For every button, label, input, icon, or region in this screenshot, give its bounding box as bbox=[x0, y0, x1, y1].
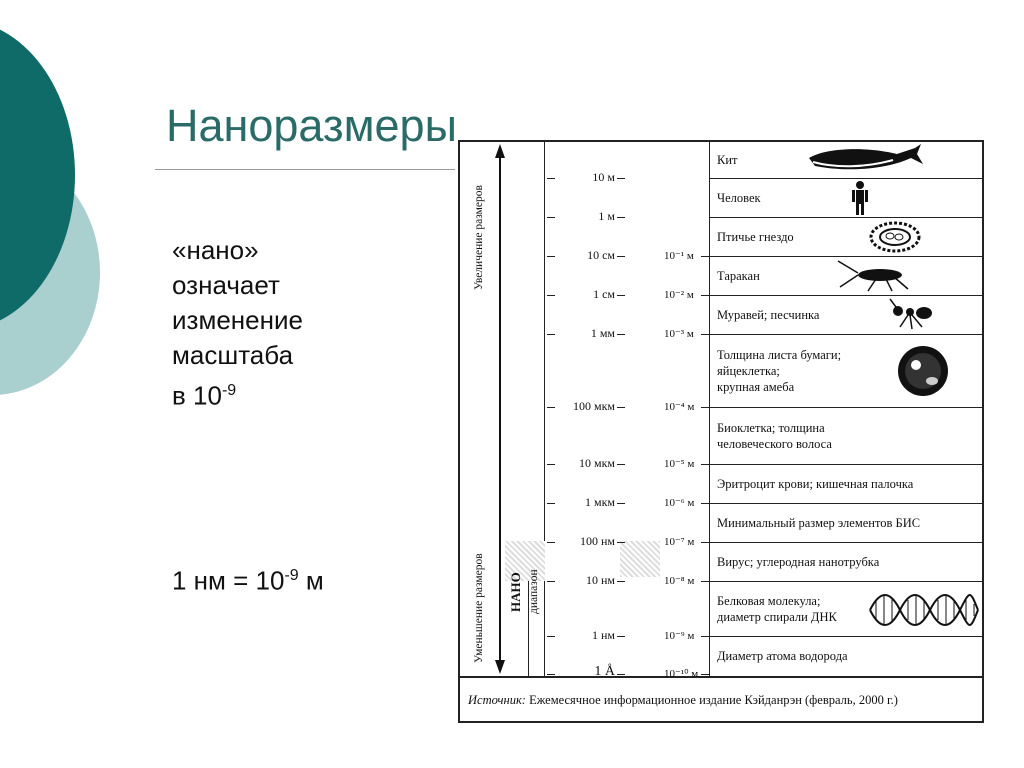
nano-line-3: изменение bbox=[172, 305, 303, 335]
scale-tick-mid bbox=[617, 542, 625, 543]
nano-range-sublabel: диапазон bbox=[528, 569, 540, 614]
source-label: Источник: bbox=[468, 693, 526, 707]
scale-tick-mid bbox=[617, 256, 625, 257]
cockroach-icon bbox=[836, 257, 916, 293]
table-row-label: Толщина листа бумаги; яйцеклетка; крупная амеба bbox=[717, 348, 842, 394]
table-left-edge bbox=[709, 142, 710, 677]
scale-tick-right bbox=[701, 407, 709, 408]
nano-line-2: означает bbox=[172, 270, 280, 300]
down-arrow-label: Уменьшение размеров bbox=[473, 553, 485, 663]
scale-tick-right bbox=[701, 581, 709, 582]
source-text: Ежемесячное информационное издание Кэйданрэн (февраль, 2000 г.) bbox=[525, 693, 898, 707]
table-row-label: Птичье гнездо bbox=[717, 230, 794, 244]
scale-label-metric: 1 мкм bbox=[584, 495, 615, 509]
table-row-divider bbox=[709, 581, 983, 582]
scale-tick-right bbox=[701, 674, 709, 675]
scale-tick-right bbox=[701, 334, 709, 335]
human-icon bbox=[850, 180, 870, 216]
scale-tick-mid bbox=[617, 674, 625, 675]
scale-label-metric: 10 м bbox=[592, 170, 615, 184]
scale-label-power: 10⁻¹ м bbox=[664, 250, 694, 262]
table-row-label: Муравей; песчинка bbox=[717, 308, 820, 322]
scale-tick-mid bbox=[617, 334, 625, 335]
scale-tick-right bbox=[701, 636, 709, 637]
scale-tick-mid bbox=[617, 407, 625, 408]
power-prefix: в 10 bbox=[172, 380, 222, 411]
table-row-divider bbox=[709, 178, 983, 179]
table-row-divider bbox=[709, 407, 983, 408]
scale-label-power: 10⁻¹⁰ м bbox=[664, 668, 699, 680]
formula-line bbox=[172, 558, 324, 599]
scale-tick-mid bbox=[617, 503, 625, 504]
nano-shading-middle bbox=[620, 541, 660, 577]
scale-tick-right bbox=[701, 464, 709, 465]
dna-icon bbox=[866, 586, 980, 634]
nano-range-label: НАНО bbox=[508, 572, 523, 612]
scale-tick-right bbox=[701, 503, 709, 504]
scale-label-metric: 1 нм bbox=[591, 628, 615, 642]
table-row-label: Белковая молекула; диаметр спирали ДНК bbox=[717, 594, 837, 624]
table-row-divider bbox=[709, 503, 983, 504]
nest-icon bbox=[868, 220, 922, 254]
table-row-divider bbox=[709, 217, 983, 218]
scale-tick-mid bbox=[617, 581, 625, 582]
scale-label-metric: 1 мм bbox=[590, 326, 615, 340]
formula-suffix: м bbox=[298, 565, 324, 596]
table-row-divider bbox=[709, 636, 983, 637]
nano-power-line bbox=[172, 373, 236, 414]
table-row-label: Минимальный размер элементов БИС bbox=[717, 516, 921, 530]
power-exponent: -9 bbox=[221, 382, 237, 399]
scale-label-metric: 1 Å bbox=[594, 664, 615, 679]
table-row-label: Эритроцит крови; кишечная палочка bbox=[717, 477, 914, 491]
scale-label-power: 10⁻⁴ м bbox=[664, 401, 695, 413]
scale-label-metric: 100 мкм bbox=[572, 399, 615, 413]
scale-label-power: 10⁻³ м bbox=[664, 328, 694, 340]
table-row-label: Таракан bbox=[717, 269, 760, 283]
scale-label-metric: 10 мкм bbox=[578, 456, 615, 470]
table-row-divider bbox=[709, 295, 983, 296]
scale-tick-mid bbox=[617, 636, 625, 637]
scale-label-power: 10⁻⁶ м bbox=[664, 497, 695, 509]
nano-line-1: «нано» bbox=[172, 235, 259, 265]
scale-label-metric: 100 нм bbox=[579, 534, 615, 548]
scale-label-metric: 10 см bbox=[587, 248, 615, 262]
table-row-divider bbox=[709, 542, 983, 543]
table-row-label: Диаметр атома водорода bbox=[717, 649, 848, 663]
scale-tick-right bbox=[701, 295, 709, 296]
scale-tick-right bbox=[701, 256, 709, 257]
scale-label-metric: 1 см bbox=[593, 287, 615, 301]
scale-label-power: 10⁻⁹ м bbox=[664, 630, 695, 642]
ant-icon bbox=[888, 297, 936, 331]
table-row-label: Кит bbox=[717, 153, 738, 167]
nano-line-4: масштаба bbox=[172, 340, 294, 370]
scale-tick-mid bbox=[617, 217, 625, 218]
slide-title: Наноразмеры bbox=[166, 100, 457, 151]
cell-icon bbox=[896, 343, 950, 399]
scale-label-power: 10⁻⁸ м bbox=[664, 575, 695, 587]
scale-tick-right bbox=[701, 542, 709, 543]
title-underline bbox=[155, 169, 455, 170]
up-arrow-label: Увеличение размеров bbox=[473, 185, 485, 290]
scale-label-metric: 1 м bbox=[598, 209, 615, 223]
scale-label-power: 10⁻² м bbox=[664, 289, 694, 301]
table-row-label: Вирус; углеродная нанотрубка bbox=[717, 555, 880, 569]
table-row-divider bbox=[709, 464, 983, 465]
scale-label-metric: 10 нм bbox=[585, 573, 615, 587]
table-row-label: Биоклетка; толщина человеческого волоса bbox=[717, 421, 832, 451]
scale-tick-mid bbox=[617, 464, 625, 465]
scale-tick-mid bbox=[617, 178, 625, 179]
formula-exponent: -9 bbox=[284, 567, 299, 584]
formula-prefix: 1 нм = 10 bbox=[172, 565, 285, 596]
scale-tick-mid bbox=[617, 295, 625, 296]
whale-icon bbox=[805, 142, 925, 176]
table-row-divider bbox=[709, 334, 983, 335]
table-row-label: Человек bbox=[717, 191, 761, 205]
source-line bbox=[468, 693, 898, 708]
scale-label-power: 10⁻⁷ м bbox=[664, 536, 695, 548]
scale-label-power: 10⁻⁵ м bbox=[664, 458, 695, 470]
